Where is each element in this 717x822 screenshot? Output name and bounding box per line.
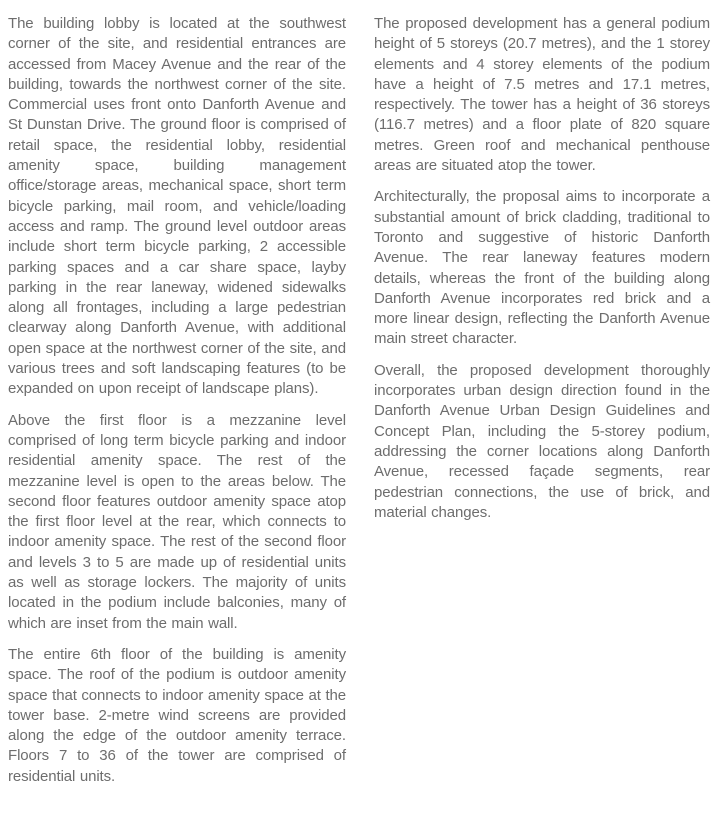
paragraph-podium-height: The proposed development has a general podium height of 5 storeys (20.7 metres), and the 1 storey elements and 4 storey elements of the podium have a height of 7.5 metres and 17.1 metres, respectively. The tower has a height of 36 storeys (116.7 metres) and a floor plate of 820 square metres. Green roof and mechanical penthouse areas are situated atop the tower.	[374, 15, 710, 175]
paragraph-mezzanine-level: Above the first floor is a mezzanine level comprised of long term bicycle parking and indoor residential amenity space. The rest of the mezzanine level is open to the areas below. The second floor features outdoor amenity space atop the first floor level at the rear, which connects to indoor amenity space. The rest of the second floor and levels 3 to 5 are made up of residential units as well as storage lockers. The majority of units located in the podium include balconies, many of which are inset from the main wall.	[8, 411, 346, 632]
text-column-right	[374, 14, 710, 798]
text-column-left	[8, 14, 346, 798]
paragraph-building-lobby: The building lobby is located at the southwest corner of the site, and residential entrances are accessed from Macey Avenue and the rear of the building, towards the northwest corner of the site. Commercial uses front onto Danforth Avenue and St Dunstan Drive. The ground floor is comprised of retail space, the residential lobby, residential amenity space, building management office/storage areas, mechanical space, short term bicycle parking, mail room, and vehicle/loading access and ramp. The ground level outdoor areas include short term bicycle parking, 2 accessible parking spaces and a car share space, layby parking in the rear laneway, widened sidewalks along all frontages, including a large pedestrian clearway along Danforth Avenue, with additional open space at the northwest corner of the site, and various trees and soft landscaping features (to be expanded on upon receipt of landscape plans).	[8, 15, 346, 398]
paragraph-architecture: Architecturally, the proposal aims to incorporate a substantial amount of brick cladding, traditional to Toronto and suggestive of historic Danforth Avenue. The rear laneway features modern details, whereas the front of the building along Danforth Avenue incorporates red brick and a more linear design, reflecting the Danforth Avenue main street character.	[374, 188, 710, 348]
paragraph-urban-design: Overall, the proposed development thoroughly incorporates urban design direction found in the Danforth Avenue Urban Design Guidelines and Concept Plan, including the 5-storey podium, addressing the corner locations along Danforth Avenue, recessed façade segments, rear pedestrian connections, the use of brick, and material changes.	[374, 361, 710, 521]
paragraph-sixth-floor: The entire 6th floor of the building is amenity space. The roof of the podium is outdoor amenity space that connects to indoor amenity space at the tower base. 2-metre wind screens are provided along the edge of the outdoor amenity terrace. Floors 7 to 36 of the tower are comprised of residential units.	[8, 645, 346, 785]
two-column-layout	[8, 14, 710, 798]
